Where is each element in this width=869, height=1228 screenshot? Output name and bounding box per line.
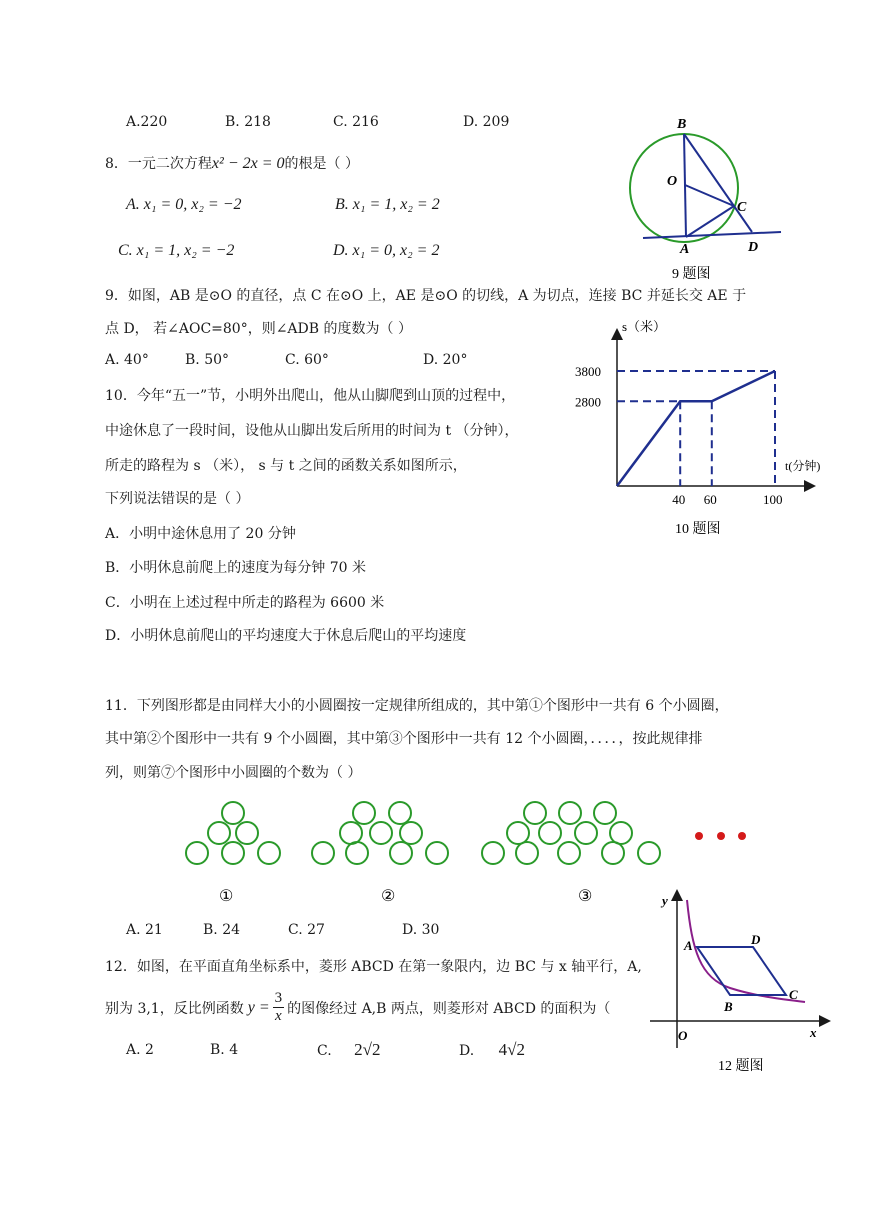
- q9-option-c: C. 60°: [285, 352, 329, 368]
- q10-option-b: B．小明休息前爬上的速度为每分钟 70 米: [105, 560, 367, 576]
- q10-option-d: D．小明休息前爬山的平均速度大于休息后爬山的平均速度: [105, 628, 467, 644]
- q12-option-d-label: D.: [459, 1043, 475, 1059]
- q12-option-c-math: 2√2: [354, 1040, 381, 1059]
- q7-option-b: B. 218: [225, 114, 271, 130]
- q10-xtick-60: 60: [703, 492, 717, 507]
- q10-y-label: s（米）: [622, 319, 667, 334]
- q12-hyperbola: [687, 900, 805, 1002]
- q12-label-a: A: [684, 938, 693, 953]
- q9-stem-line1: 9．如图，AB 是⊙O 的直径，点 C 在⊙O 上，AE 是⊙O 的切线，A 为切点，连接 BC 并延长交 AE 于: [105, 288, 747, 304]
- q8-option-d: D. x₁ = 0, x₂ = 2: [333, 242, 440, 259]
- q8-stem-prefix: 8．一元二次方程: [105, 156, 212, 172]
- q12-option-d: [459, 1040, 525, 1060]
- q11-stem-line3: 列，则第⑦个图形中小圆圈的个数为（ ）: [105, 765, 362, 781]
- q10-series-line: [617, 371, 775, 486]
- q9-caption: 9 题图: [672, 267, 711, 282]
- q10-stem-line3: 所走的路程为 s （米）， s 与 t 之间的函数关系如图所示，: [105, 458, 467, 474]
- q12-option-b: B. 4: [210, 1042, 239, 1058]
- figure-q10-chart: [565, 315, 840, 545]
- q9-option-a: A. 40°: [105, 352, 149, 368]
- q12-option-a: A. 2: [126, 1042, 154, 1058]
- q12-func-fraction: [273, 990, 285, 1025]
- q9-label-b: B: [677, 117, 687, 132]
- q11-pattern-3: [482, 802, 660, 864]
- q10-xtick-100: 100: [763, 492, 783, 507]
- q12-stem-line2: [105, 990, 610, 1025]
- q12-label-x: x: [810, 1025, 817, 1040]
- q11-ellipsis-dots: [695, 832, 746, 840]
- q11-pattern-1: [186, 802, 280, 864]
- q12-label-c: C: [789, 987, 798, 1002]
- q7-option-a: A.220: [126, 114, 168, 130]
- q11-pattern-2: [312, 802, 448, 864]
- q8-option-b: B. x₁ = 1, x₂ = 2: [335, 196, 440, 213]
- q9-option-b: B. 50°: [185, 352, 230, 368]
- q12-rhombus: [697, 947, 786, 995]
- q12-label-d: D: [751, 932, 761, 947]
- q11-option-a: A. 21: [126, 922, 163, 938]
- q9-tangent-line: [643, 232, 781, 238]
- q9-label-a: A: [680, 242, 690, 257]
- q10-stem-line2: 中途休息了一段时间，设他从山脚出发后所用的时间为 t （分钟），: [105, 423, 519, 439]
- q11-option-c: C. 27: [288, 922, 325, 938]
- q9-label-c: C: [737, 200, 747, 215]
- q8-equation: x² − 2x = 0: [211, 155, 285, 172]
- q12-func-denominator: x: [275, 1008, 282, 1024]
- q9-label-o: O: [667, 174, 678, 189]
- q12-label-y: y: [662, 893, 668, 908]
- figure-q9: [615, 110, 795, 285]
- q12-label-b: B: [724, 999, 733, 1014]
- q10-option-c: C．小明在上述过程中所走的路程为 6600 米: [105, 595, 385, 611]
- q7-option-d: D. 209: [463, 114, 510, 130]
- q10-ytick-2800: 2800: [575, 394, 601, 410]
- q9-label-d: D: [748, 240, 759, 255]
- q10-stem-line1: 10．今年“五一”节，小明外出爬山，他从山脚爬到山顶的过程中，: [105, 388, 516, 404]
- q12-option-d-math: 4√2: [498, 1040, 525, 1059]
- q11-label-2: ②: [381, 888, 396, 905]
- q12-stem-line1: 12．如图，在平面直角坐标系中，菱形 ABCD 在第一象限内，边 BC 与 x 轴平行，A,: [105, 959, 642, 975]
- q11-stem-line1: 11．下列图形都是由同样大小的小圆圈按一定规律所组成的，其中第①个图形中一共有 6 个小圆圈，: [105, 698, 729, 714]
- q11-stem-line2: 其中第②个图形中一共有 9 个小圆圈，其中第③个图形中一共有 12 个小圆圈，．．．．，按此规律排: [105, 731, 703, 747]
- q10-xtick-40: 40: [672, 492, 686, 507]
- q10-stem-line4: 下列说法错误的是（ ）: [105, 491, 250, 507]
- q8-stem-suffix: 的根是（ ）: [284, 156, 359, 172]
- figure-q12: [640, 880, 850, 1080]
- q7-option-c: C. 216: [333, 114, 379, 130]
- q8-option-c: C. x₁ = 1, x₂ = −2: [118, 242, 235, 259]
- q8-option-a: A. x₁ = 0, x₂ = −2: [126, 196, 242, 213]
- q10-x-label: t(分钟): [785, 459, 821, 473]
- q12-stem-prefix: 别为 3,1，反比例函数: [105, 1000, 244, 1017]
- q12-func-numerator: 3: [274, 990, 283, 1006]
- q11-option-d: D. 30: [402, 922, 440, 938]
- q10-ytick-3800: 3800: [575, 364, 601, 379]
- q12-func-lhs: y =: [247, 998, 270, 1016]
- q11-option-b: B. 24: [203, 922, 241, 938]
- q9-option-d: D. 20°: [423, 352, 468, 368]
- q12-caption: 12 题图: [718, 1059, 764, 1074]
- q12-option-c-label: C.: [317, 1043, 332, 1059]
- q10-caption: 10 题图: [675, 522, 721, 537]
- q11-label-1: ①: [219, 888, 234, 905]
- q12-label-o: O: [678, 1028, 688, 1043]
- q9-stem-line2: 点 D， 若∠AOC=80°，则∠ADB 的度数为（ ）: [105, 321, 412, 337]
- q8-stem: [105, 153, 359, 173]
- q11-label-3: ③: [578, 888, 593, 905]
- q10-option-a: A．小明中途休息用了 20 分钟: [105, 526, 296, 542]
- q12-stem-suffix: 的图像经过 A,B 两点，则菱形对 ABCD 的面积为（: [287, 1000, 611, 1017]
- q12-option-c: [317, 1040, 380, 1060]
